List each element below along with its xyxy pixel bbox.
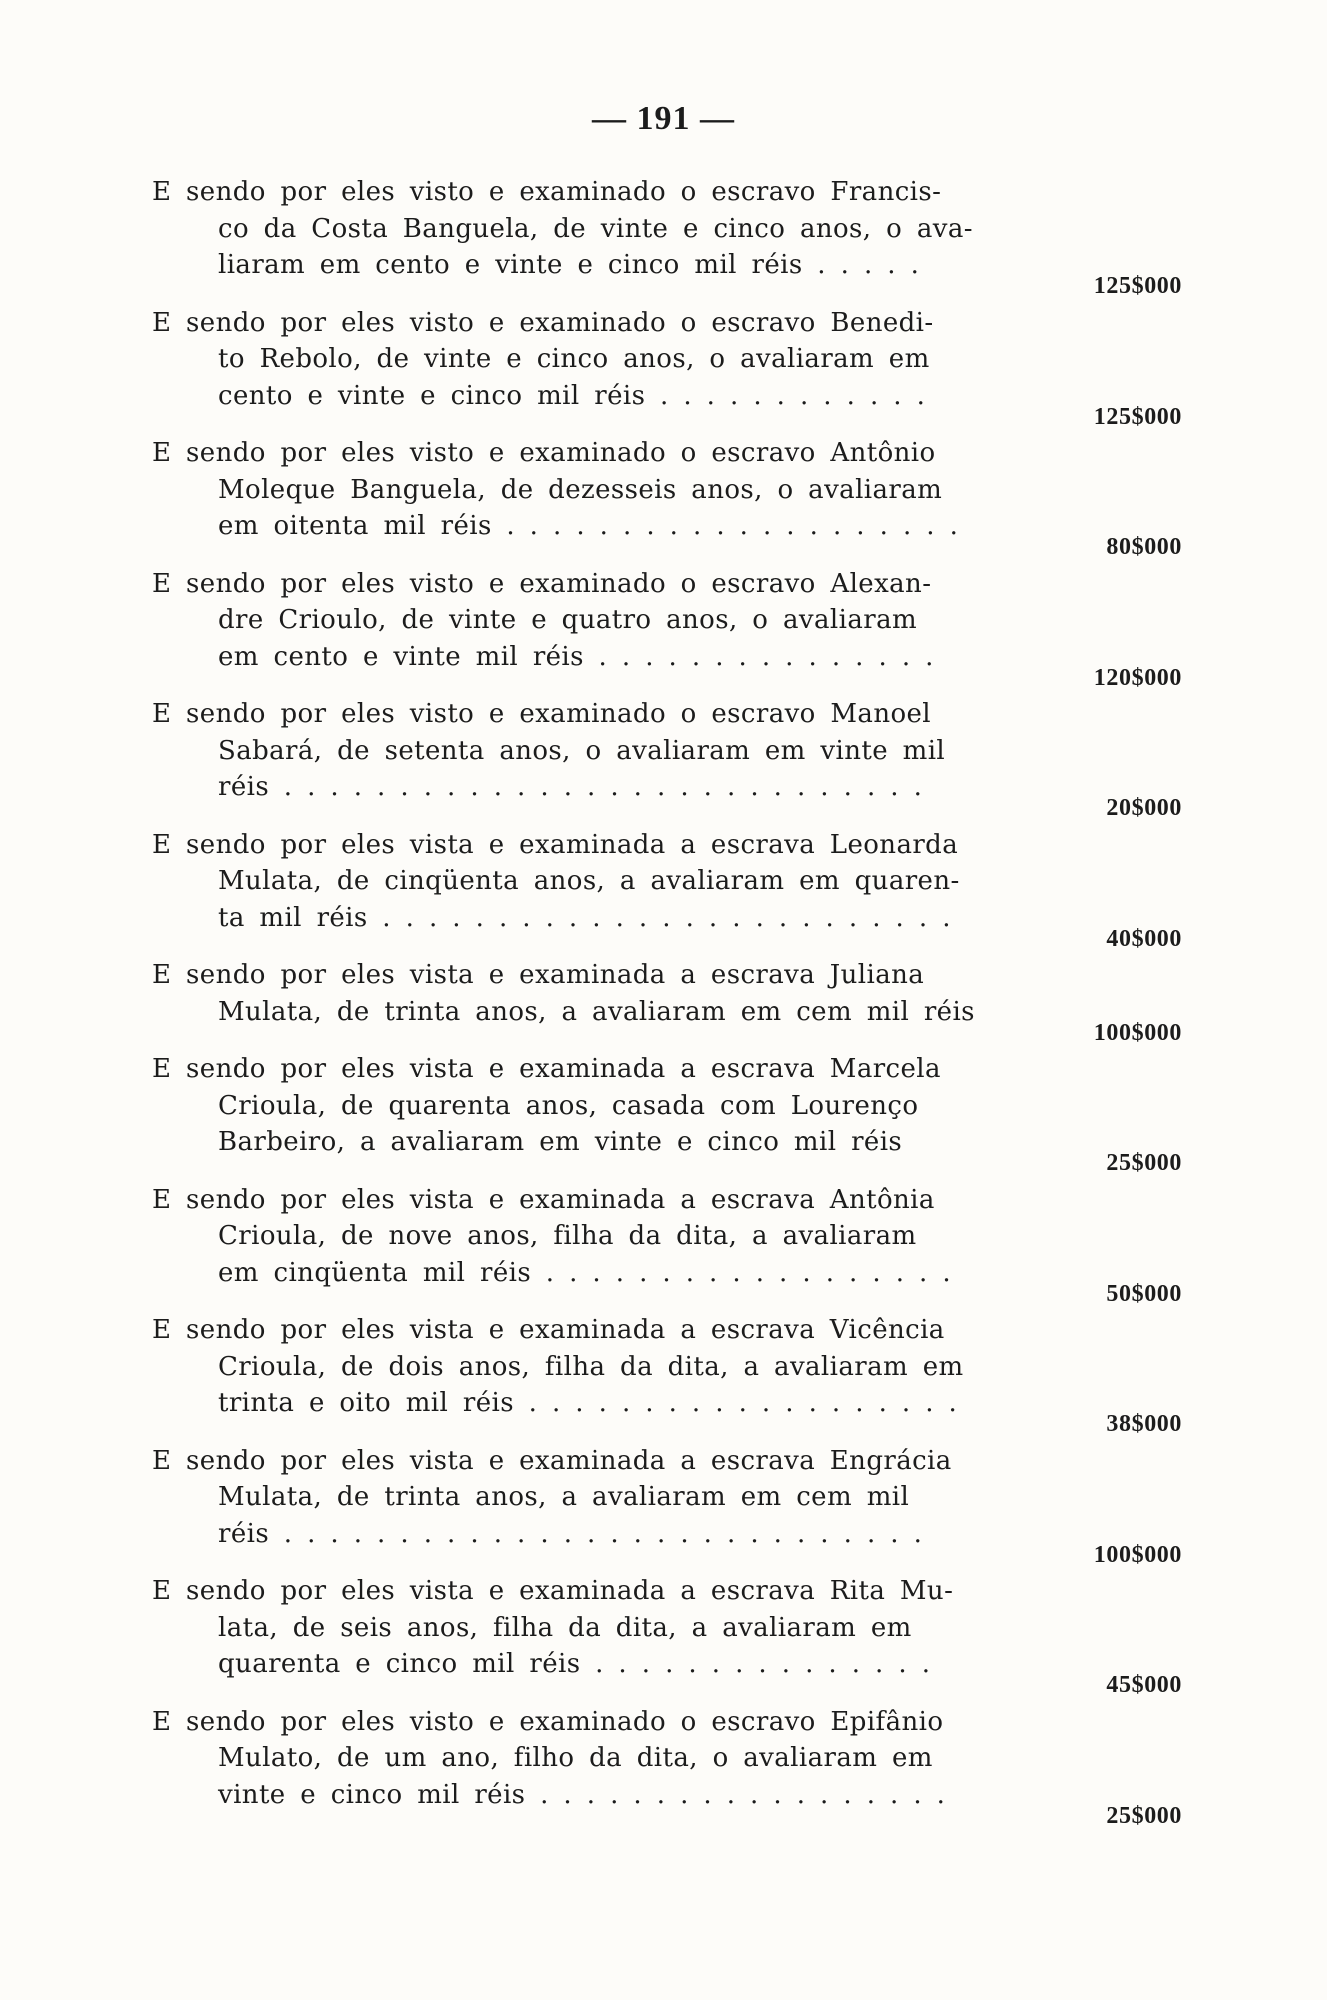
entry-amount: 40$000	[1106, 925, 1182, 952]
entry-line: dre Crioulo, de vinte e quatro anos, o avaliaram	[218, 605, 918, 635]
entry-line: co da Costa Banguela, de vinte e cinco anos, o ava-	[218, 213, 973, 244]
entry-line: ta mil réis . . . . . . . . . . . . . . . . . . . . . . . . .	[218, 902, 951, 933]
entry-line: lata, de seis anos, filha da dita, a avaliaram em	[218, 1612, 912, 1643]
entry-line: réis . . . . . . . . . . . . . . . . . . . . . . . . . . . .	[218, 1518, 923, 1549]
entry-line: E sendo por eles vista e examinada a escrava Marcela	[152, 1054, 941, 1084]
entry-line: E sendo por eles visto e examinado o escravo Manoel	[152, 699, 932, 729]
entry-line: to Rebolo, de vinte e cinco anos, o avaliaram em	[218, 344, 930, 374]
entry-line: trinta e oito mil réis . . . . . . . . . . . . . . . . . . .	[218, 1388, 958, 1418]
entry-line: Crioula, de quarenta anos, casada com Lourenço	[218, 1090, 919, 1121]
entry-amount: 50$000	[1106, 1280, 1182, 1307]
entry-line: cento e vinte e cinco mil réis . . . . . . . . . . . .	[218, 380, 926, 411]
entry-amount: 45$000	[1106, 1672, 1182, 1698]
entry-8	[152, 1051, 1182, 1182]
entry-11	[152, 1443, 1182, 1574]
entry-amount: 25$000	[1106, 1150, 1182, 1176]
entry-line: em cento e vinte mil réis . . . . . . . . . . . . . . .	[218, 641, 934, 672]
entry-5	[152, 696, 1182, 827]
entry-line: E sendo por eles vista e examinada a escrava Vicência	[152, 1315, 945, 1345]
entry-line: E sendo por eles visto e examinado o escravo Epifânio	[152, 1706, 944, 1737]
entry-line: Sabará, de setenta anos, o avaliaram em vinte mil	[218, 735, 946, 766]
entry-line: Crioula, de nove anos, filha da dita, a avaliaram	[218, 1221, 917, 1251]
entry-2	[152, 305, 1182, 436]
entry-line: quarenta e cinco mil réis . . . . . . . . . . . . . . .	[218, 1649, 931, 1679]
entry-line: E sendo por eles visto e examinado o escravo Alexan-	[152, 568, 932, 599]
entry-line: E sendo por eles vista e examinada a escrava Juliana	[152, 960, 925, 990]
entry-line: Mulata, de trinta anos, a avaliaram em cem mil	[218, 1482, 910, 1512]
entry-3	[152, 435, 1182, 566]
entry-line: Mulata, de cinqüenta anos, a avaliaram em quaren-	[218, 866, 960, 896]
entry-13	[152, 1704, 1182, 1835]
entry-line: E sendo por eles visto e examinado o escravo Francis-	[152, 177, 942, 207]
entry-line: E sendo por eles visto e examinado o escravo Benedi-	[152, 307, 934, 338]
entry-10	[152, 1312, 1182, 1443]
entry-amount: 100$000	[1093, 1541, 1182, 1568]
entry-amount: 120$000	[1093, 664, 1182, 691]
entry-9	[152, 1182, 1182, 1313]
entry-line: Mulato, de um ano, filho da dita, o avaliaram em	[218, 1743, 933, 1773]
entry-line: Crioula, de dois anos, filha da dita, a avaliaram em	[218, 1351, 964, 1382]
entry-7	[152, 957, 1182, 1051]
entry-line: E sendo por eles vista e examinada a escrava Engrácia	[152, 1445, 952, 1476]
entry-line: em oitenta mil réis . . . . . . . . . . . . . . . . . . . .	[218, 511, 959, 541]
entry-6	[152, 827, 1182, 958]
entry-1	[152, 174, 1182, 305]
entry-line: E sendo por eles visto e examinado o escravo Antônio	[152, 438, 936, 468]
entry-list	[152, 174, 1182, 1834]
entry-amount: 38$000	[1106, 1411, 1182, 1437]
entry-amount: 125$000	[1093, 403, 1182, 430]
entry-line: em cinqüenta mil réis . . . . . . . . . . . . . . . . . .	[218, 1257, 952, 1288]
entry-line: E sendo por eles vista e examinada a escrava Antônia	[152, 1184, 935, 1215]
entry-12	[152, 1573, 1182, 1704]
entry-line: vinte e cinco mil réis . . . . . . . . . . . . . . . . . .	[218, 1779, 946, 1810]
entry-amount: 25$000	[1106, 1802, 1182, 1829]
entry-amount: 100$000	[1093, 1019, 1182, 1046]
entry-line: E sendo por eles vista e examinada a escrava Leonarda	[152, 829, 959, 860]
entry-line: Mulata, de trinta anos, a avaliaram em cem mil réis	[218, 996, 975, 1027]
entry-line: réis . . . . . . . . . . . . . . . . . . . . . . . . . . . .	[218, 772, 923, 802]
entry-line: liaram em cento e vinte e cinco mil réis . . . . .	[218, 250, 920, 280]
entry-line: E sendo por eles vista e examinada a escrava Rita Mu-	[152, 1576, 954, 1606]
page-number: — 191 —	[592, 100, 735, 137]
entry-amount: 80$000	[1106, 534, 1182, 560]
entry-4	[152, 566, 1182, 697]
entry-line: Moleque Banguela, de dezesseis anos, o avaliaram	[218, 474, 943, 505]
entry-line: Barbeiro, a avaliaram em vinte e cinco mil réis	[218, 1127, 903, 1157]
entry-amount: 125$000	[1093, 273, 1182, 299]
entry-amount: 20$000	[1106, 795, 1182, 821]
